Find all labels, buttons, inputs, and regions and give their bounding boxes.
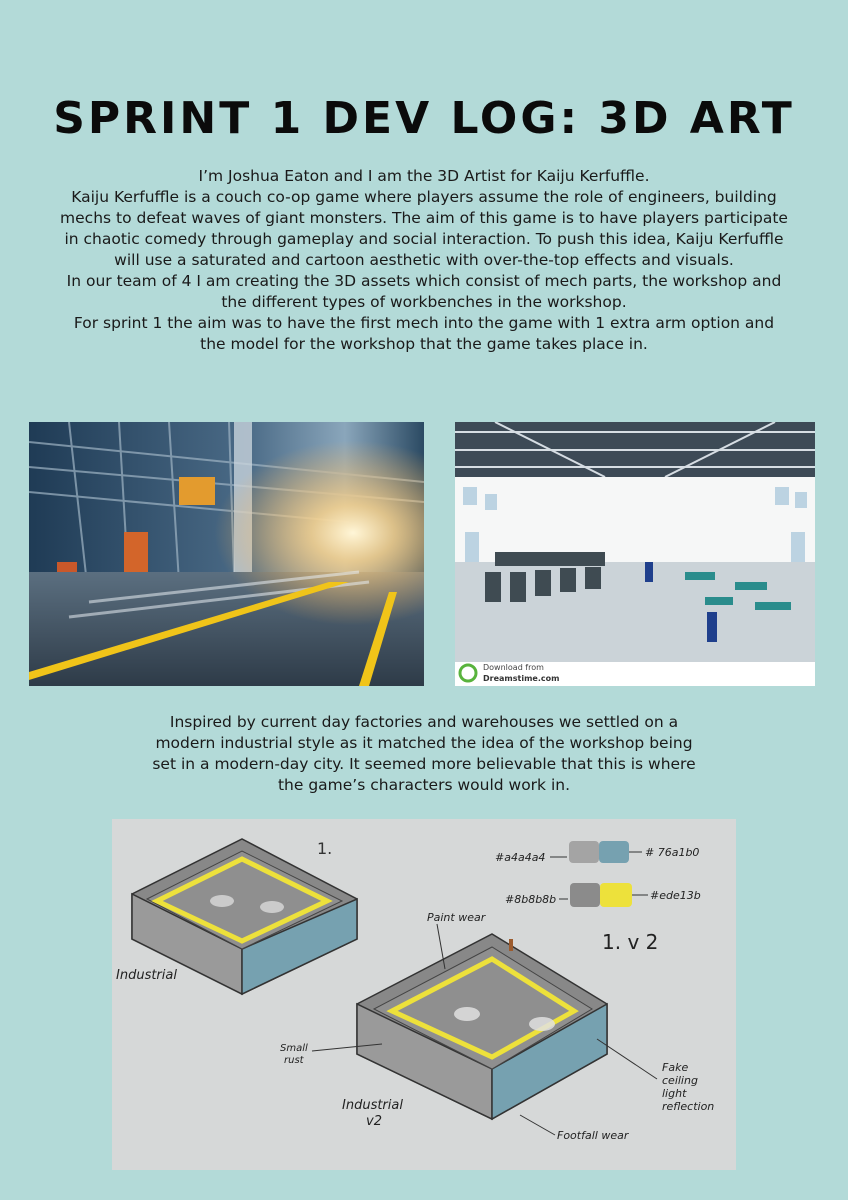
swatch-2 bbox=[599, 841, 629, 863]
swatch-3 bbox=[570, 883, 600, 907]
paint-wear-label: Paint wear bbox=[427, 911, 486, 924]
swatch-code-4: #ede13b bbox=[650, 889, 701, 902]
factory-photo-image bbox=[29, 422, 424, 686]
footfall-wear-label: Footfall wear bbox=[557, 1129, 629, 1142]
sketch-label-1: 1. bbox=[317, 839, 333, 858]
intro-paragraph-2: Kaiju Kerfuffle is a couch co-op game where players assume the role of engineers, building mechs to defeat waves of giant monsters. The aim of this game is to have players participate in chaotic comedy through gameplay and social interaction. To push this idea, Kaiju Kerfuffle will use a saturated and cartoon aesthetic with over-the-top effects and visuals. bbox=[60, 188, 788, 269]
warehouse-photo-image bbox=[455, 422, 815, 686]
tile-2-sketch bbox=[280, 911, 714, 1142]
industrial-label: Industrial bbox=[116, 968, 177, 983]
sketch-label-1v2: 1. v 2 bbox=[602, 930, 659, 954]
intro-paragraph-1: I’m Joshua Eaton and I am the 3D Artist for Kaiju Kerfuffle. bbox=[198, 167, 650, 185]
industrial-v2-label-line1: Industrial bbox=[342, 1098, 403, 1113]
small-rust-label-line1: Small bbox=[280, 1043, 308, 1054]
fake-label-line4: reflection bbox=[662, 1100, 715, 1113]
page-title: SPRINT 1 DEV LOG: 3D ART bbox=[53, 93, 795, 144]
intro-paragraph-4: For sprint 1 the aim was to have the first mech into the game with 1 extra arm option and the model for the workshop that the game takes place in. bbox=[73, 314, 775, 353]
swatch-4 bbox=[600, 883, 632, 907]
fake-label-line3: light bbox=[662, 1087, 687, 1100]
warehouse-photo bbox=[455, 422, 815, 686]
intro-paragraph-3: In our team of 4 I am creating the 3D assets which consist of mech parts, the workshop and the different types of workbenches in the workshop. bbox=[66, 272, 782, 311]
download-from-label: Download from bbox=[483, 663, 544, 672]
color-swatches bbox=[495, 841, 701, 907]
small-rust-label-line2: rust bbox=[284, 1055, 304, 1066]
fake-label-line2: ceiling bbox=[662, 1074, 698, 1087]
tile-1-sketch bbox=[116, 839, 357, 994]
factory-photo bbox=[29, 422, 424, 686]
industrial-v2-label-line2: v2 bbox=[366, 1114, 382, 1129]
dreamstime-label: Dreamstime.com bbox=[483, 674, 560, 683]
swatch-code-1: #a4a4a4 bbox=[495, 851, 546, 864]
inspiration-caption: Inspired by current day factories and warehouses we settled on a modern industrial style as it matched the idea of the workshop being set in a modern-day city. It seemed more believable that this is where the game’s characters would work in. bbox=[152, 713, 696, 794]
fake-label-line1: Fake bbox=[662, 1061, 689, 1074]
concept-sketch bbox=[112, 819, 736, 1170]
concept-sketch-drawing bbox=[112, 819, 736, 1170]
swatch-1 bbox=[569, 841, 599, 863]
swatch-code-2: # 76a1b0 bbox=[645, 846, 700, 859]
swatch-code-3: #8b8b8b bbox=[505, 893, 557, 906]
intro-text bbox=[60, 166, 788, 355]
